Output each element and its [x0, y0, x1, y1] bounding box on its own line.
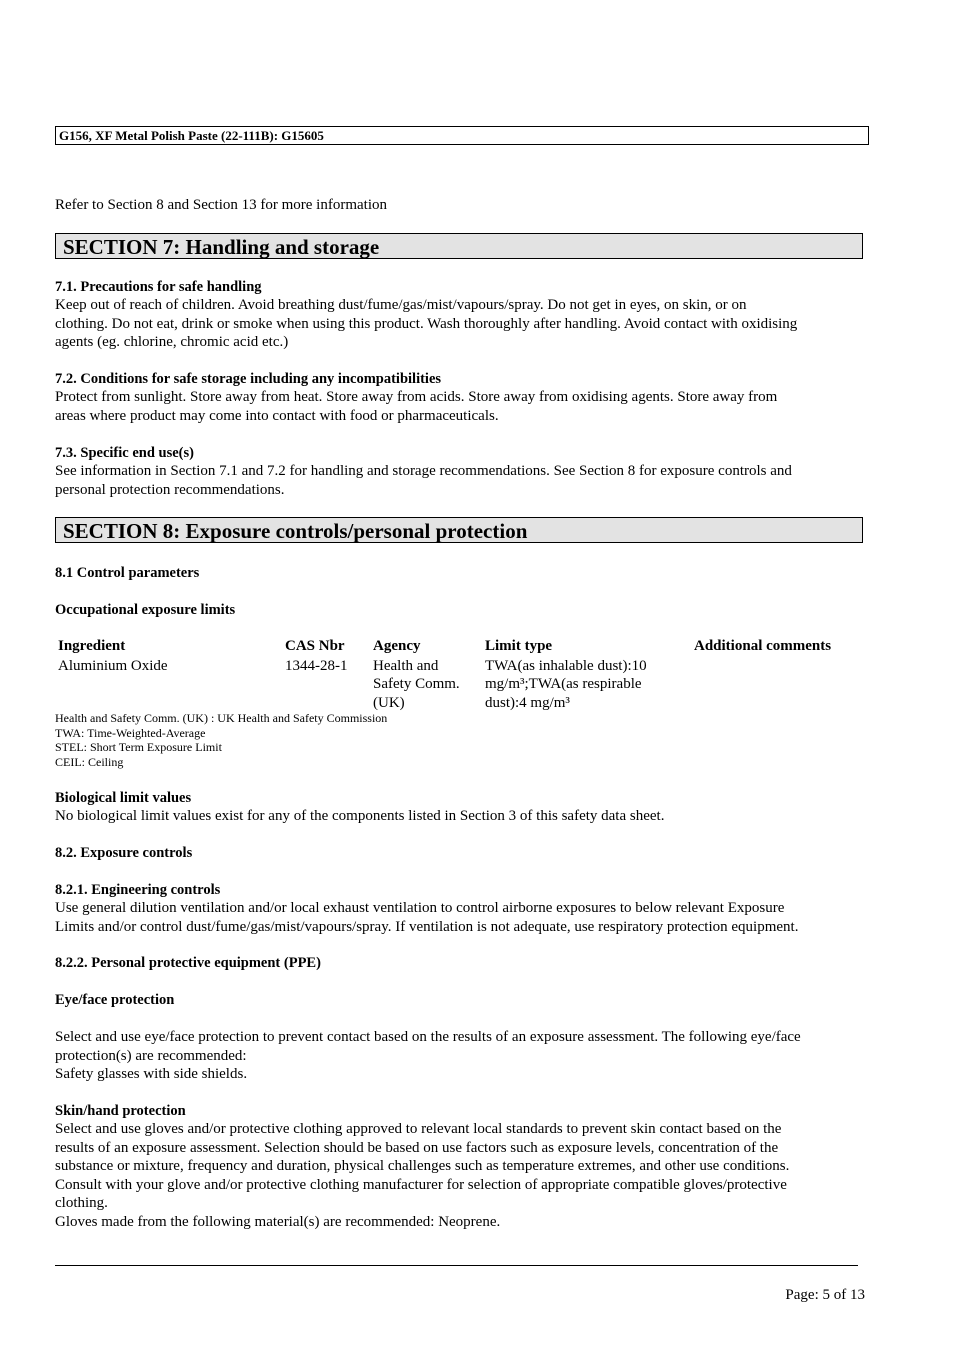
table-row — [58, 657, 864, 713]
text-line: Use general dilution ventilation and/or local exhaust ventilation to control airborne exposures to below relevant Exposure — [55, 900, 785, 916]
heading-8-1: 8.1 Control parameters — [55, 565, 200, 581]
paragraph-skin-hand — [55, 1120, 875, 1231]
text-line: results of an exposure assessment. Selection should be based on use factors such as exposure levels, concentration of the — [55, 1139, 779, 1156]
text-line: Select and use gloves and/or protective clothing approved to relevant local standards to prevent skin contact based on the — [55, 1121, 782, 1137]
heading-7-3: 7.3. Specific end use(s) — [55, 445, 194, 461]
text-line: clothing. Do not eat, drink or smoke when using this product. Wash thoroughly after handling. Avoid contact with oxidising — [55, 315, 798, 332]
text-line: agents (eg. chlorine, chromic acid etc.) — [55, 334, 289, 350]
heading-oel: Occupational exposure limits — [55, 602, 236, 618]
text-line: Safety glasses with side shields. — [55, 1066, 248, 1082]
abbreviation-line: TWA: Time-Weighted-Average — [55, 725, 206, 740]
heading-skin-hand: Skin/hand protection — [55, 1103, 186, 1119]
cell-line: dust):4 mg/m³ — [485, 694, 570, 711]
cell-line: Safety Comm. — [373, 676, 460, 692]
cell-agency — [373, 657, 485, 713]
cell-limit-type — [485, 657, 694, 713]
text-line: clothing. — [55, 1195, 108, 1211]
cell-line: (UK) — [373, 694, 405, 711]
document-header — [55, 126, 869, 145]
paragraph-7-2 — [55, 388, 875, 425]
product-title: G156, XF Metal Polish Paste (22-111B): G15605 — [59, 128, 324, 143]
heading-7-1: 7.1. Precautions for safe handling — [55, 279, 262, 295]
col-header-ingredient: Ingredient — [58, 638, 126, 654]
cell-line: TWA(as inhalable dust):10 — [485, 657, 647, 674]
page-number: Page: 5 of 13 — [785, 1287, 865, 1303]
refer-note: Refer to Section 8 and Section 13 for more information — [55, 197, 387, 213]
abbreviations — [55, 711, 387, 769]
text-line: Gloves made from the following material(s) are recommended: Neoprene. — [55, 1213, 501, 1230]
paragraph-eye-face — [55, 1028, 875, 1084]
col-header-comments: Additional comments — [694, 638, 832, 654]
heading-8-2: 8.2. Exposure controls — [55, 845, 193, 861]
section-8-title: SECTION 8: Exposure controls/personal protection — [55, 517, 863, 543]
heading-eye-face: Eye/face protection — [55, 992, 175, 1008]
heading-8-2-2: 8.2.2. Personal protective equipment (PPE) — [55, 955, 321, 971]
footer-divider — [55, 1265, 858, 1266]
heading-8-2-1: 8.2.1. Engineering controls — [55, 882, 221, 898]
heading-7-2: 7.2. Conditions for safe storage including any incompatibilities — [55, 371, 442, 387]
text-line: protection(s) are recommended: — [55, 1047, 247, 1064]
paragraph-biological: No biological limit values exist for any of the components listed in Section 3 of this safety data sheet. — [55, 808, 665, 824]
text-line: areas where product may come into contact with food or pharmaceuticals. — [55, 407, 499, 424]
abbreviation-line: STEL: Short Term Exposure Limit — [55, 740, 222, 754]
text-line: Keep out of reach of children. Avoid breathing dust/fume/gas/mist/vapours/spray. Do not get in eyes, on skin, or on — [55, 297, 747, 313]
paragraph-7-3 — [55, 462, 875, 499]
text-line: Limits and/or control dust/fume/gas/mist/vapours/spray. If ventilation is not adequate, use respiratory protection equipment. — [55, 918, 799, 935]
paragraph-8-2-1 — [55, 899, 875, 936]
text-line: See information in Section 7.1 and 7.2 for handling and storage recommendations. See Section 8 for exposure controls and — [55, 463, 792, 479]
text-line: Protect from sunlight. Store away from heat. Store away from acids. Store away from oxidising agents. Store away from — [55, 389, 778, 405]
col-header-limit-type: Limit type — [485, 638, 553, 654]
cell-line: mg/m³;TWA(as respirable — [485, 676, 642, 692]
cell-line: Health and — [373, 657, 439, 674]
table-header-row — [58, 637, 864, 657]
paragraph-7-1 — [55, 296, 875, 352]
abbreviation-line: CEIL: Ceiling — [55, 754, 124, 769]
cell-ingredient: Aluminium Oxide — [58, 657, 168, 674]
text-line: Consult with your glove and/or protective clothing manufacturer for selection of appropriate compatible gloves/protective — [55, 1176, 787, 1193]
exposure-limits-table — [58, 637, 864, 712]
col-header-cas: CAS Nbr — [285, 638, 345, 654]
col-header-agency: Agency — [373, 638, 421, 654]
abbreviation-line: Health and Safety Comm. (UK) : UK Health and Safety Commission — [55, 711, 388, 725]
text-line: Select and use eye/face protection to prevent contact based on the results of an exposure assessment. The following eye/face — [55, 1029, 801, 1045]
text-line: personal protection recommendations. — [55, 481, 285, 498]
cell-cas: 1344-28-1 — [285, 657, 348, 674]
text-line: substance or mixture, frequency and duration, physical challenges such as temperature extremes, and other use conditions. — [55, 1158, 790, 1174]
section-7-title: SECTION 7: Handling and storage — [55, 233, 863, 259]
heading-biological: Biological limit values — [55, 790, 192, 806]
cell-comments — [694, 657, 864, 713]
